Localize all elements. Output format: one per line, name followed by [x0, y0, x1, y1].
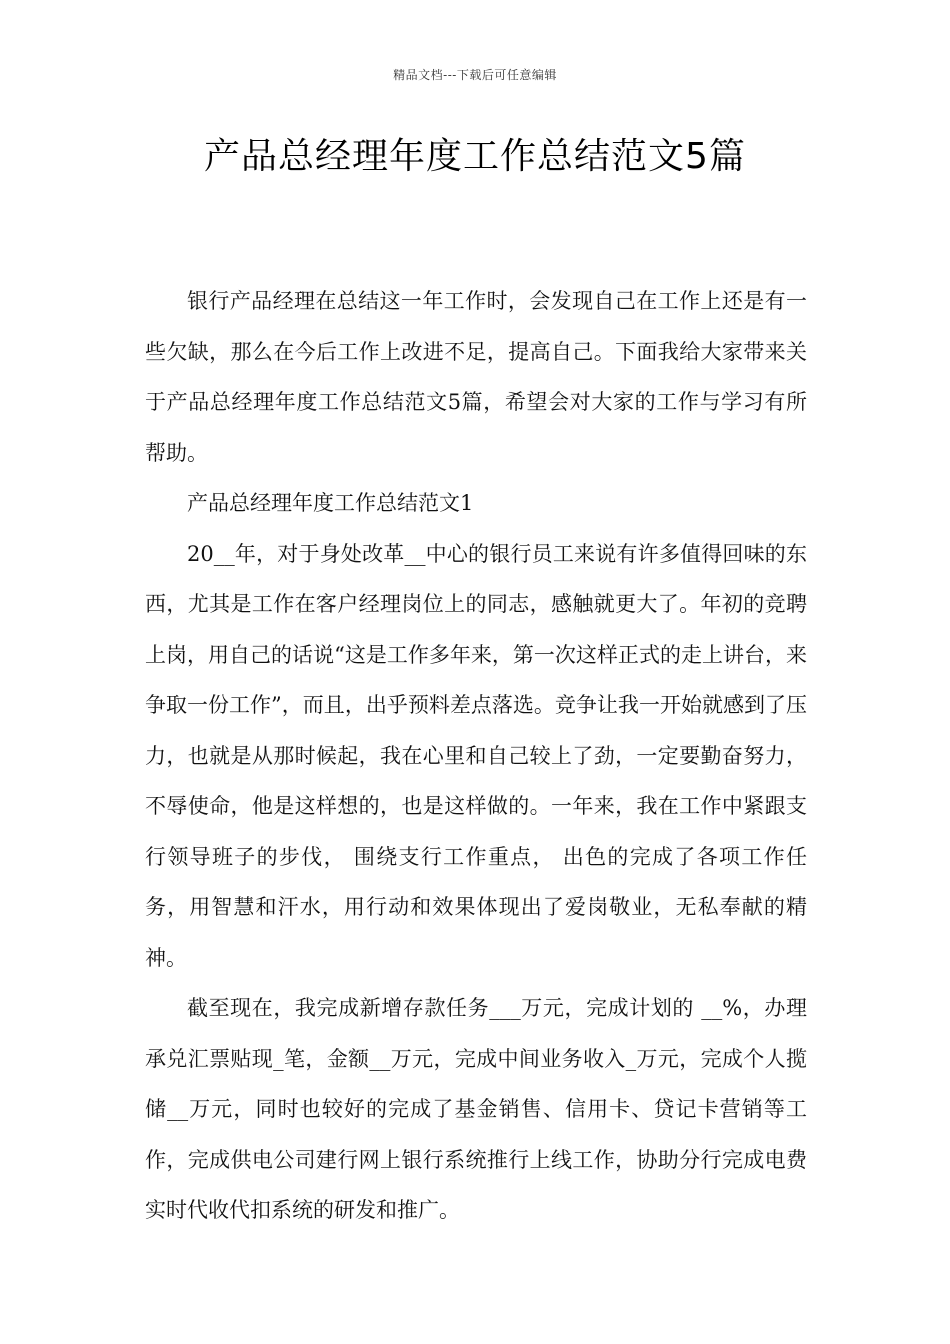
- body-paragraph: 20__年，对于身处改革__中心的银行员工来说有许多值得回味的东西，尤其是工作在客户经理岗位上的同志，感触就更大了。年初的竞聘上岗，用自己的话说“这是工作多年来，第一次这样正式的走上讲台，来争取一份工作”，而且，出乎预料差点落选。竞争让我一开始就感到了压力，也就是从那时候起，我在心里和自己较上了劲，一定要勤奋努力，不辱使命，他是这样想的，也是这样做的。一年来，我在工作中紧跟支行领导班子的步伐， 围绕支行工作重点， 出色的完成了各项工作任务，用智慧和汗水，用行动和效果体现出了爱岗敬业，无私奉献的精神。: [145, 541, 807, 970]
- document-body: [145, 276, 807, 1236]
- body-paragraph: 截至现在，我完成新增存款任务___万元，完成计划的 __%，办理承兑汇票贴现_笔，金额__万元，完成中间业务收入_万元，完成个人揽储__万元，同时也较好的完成了基金销售、信用卡、贷记卡营销等工作，完成供电公司建行网上银行系统推行上线工作，协助分行完成电费实时代收代扣系统的研发和推广。: [145, 996, 807, 1222]
- document-title: 产品总经理年度工作总结范文5篇: [204, 136, 746, 177]
- intro-paragraph: 银行产品经理在总结这一年工作时，会发现自己在工作上还是有一些欠缺，那么在今后工作上改进不足，提高自己。下面我给大家带来关于产品总经理年度工作总结范文5篇，希望会对大家的工作与学习有所帮助。: [145, 289, 807, 465]
- header-note: 精品文档---下载后可任意编辑: [393, 68, 557, 82]
- section-heading: 产品总经理年度工作总结范文1: [187, 491, 474, 515]
